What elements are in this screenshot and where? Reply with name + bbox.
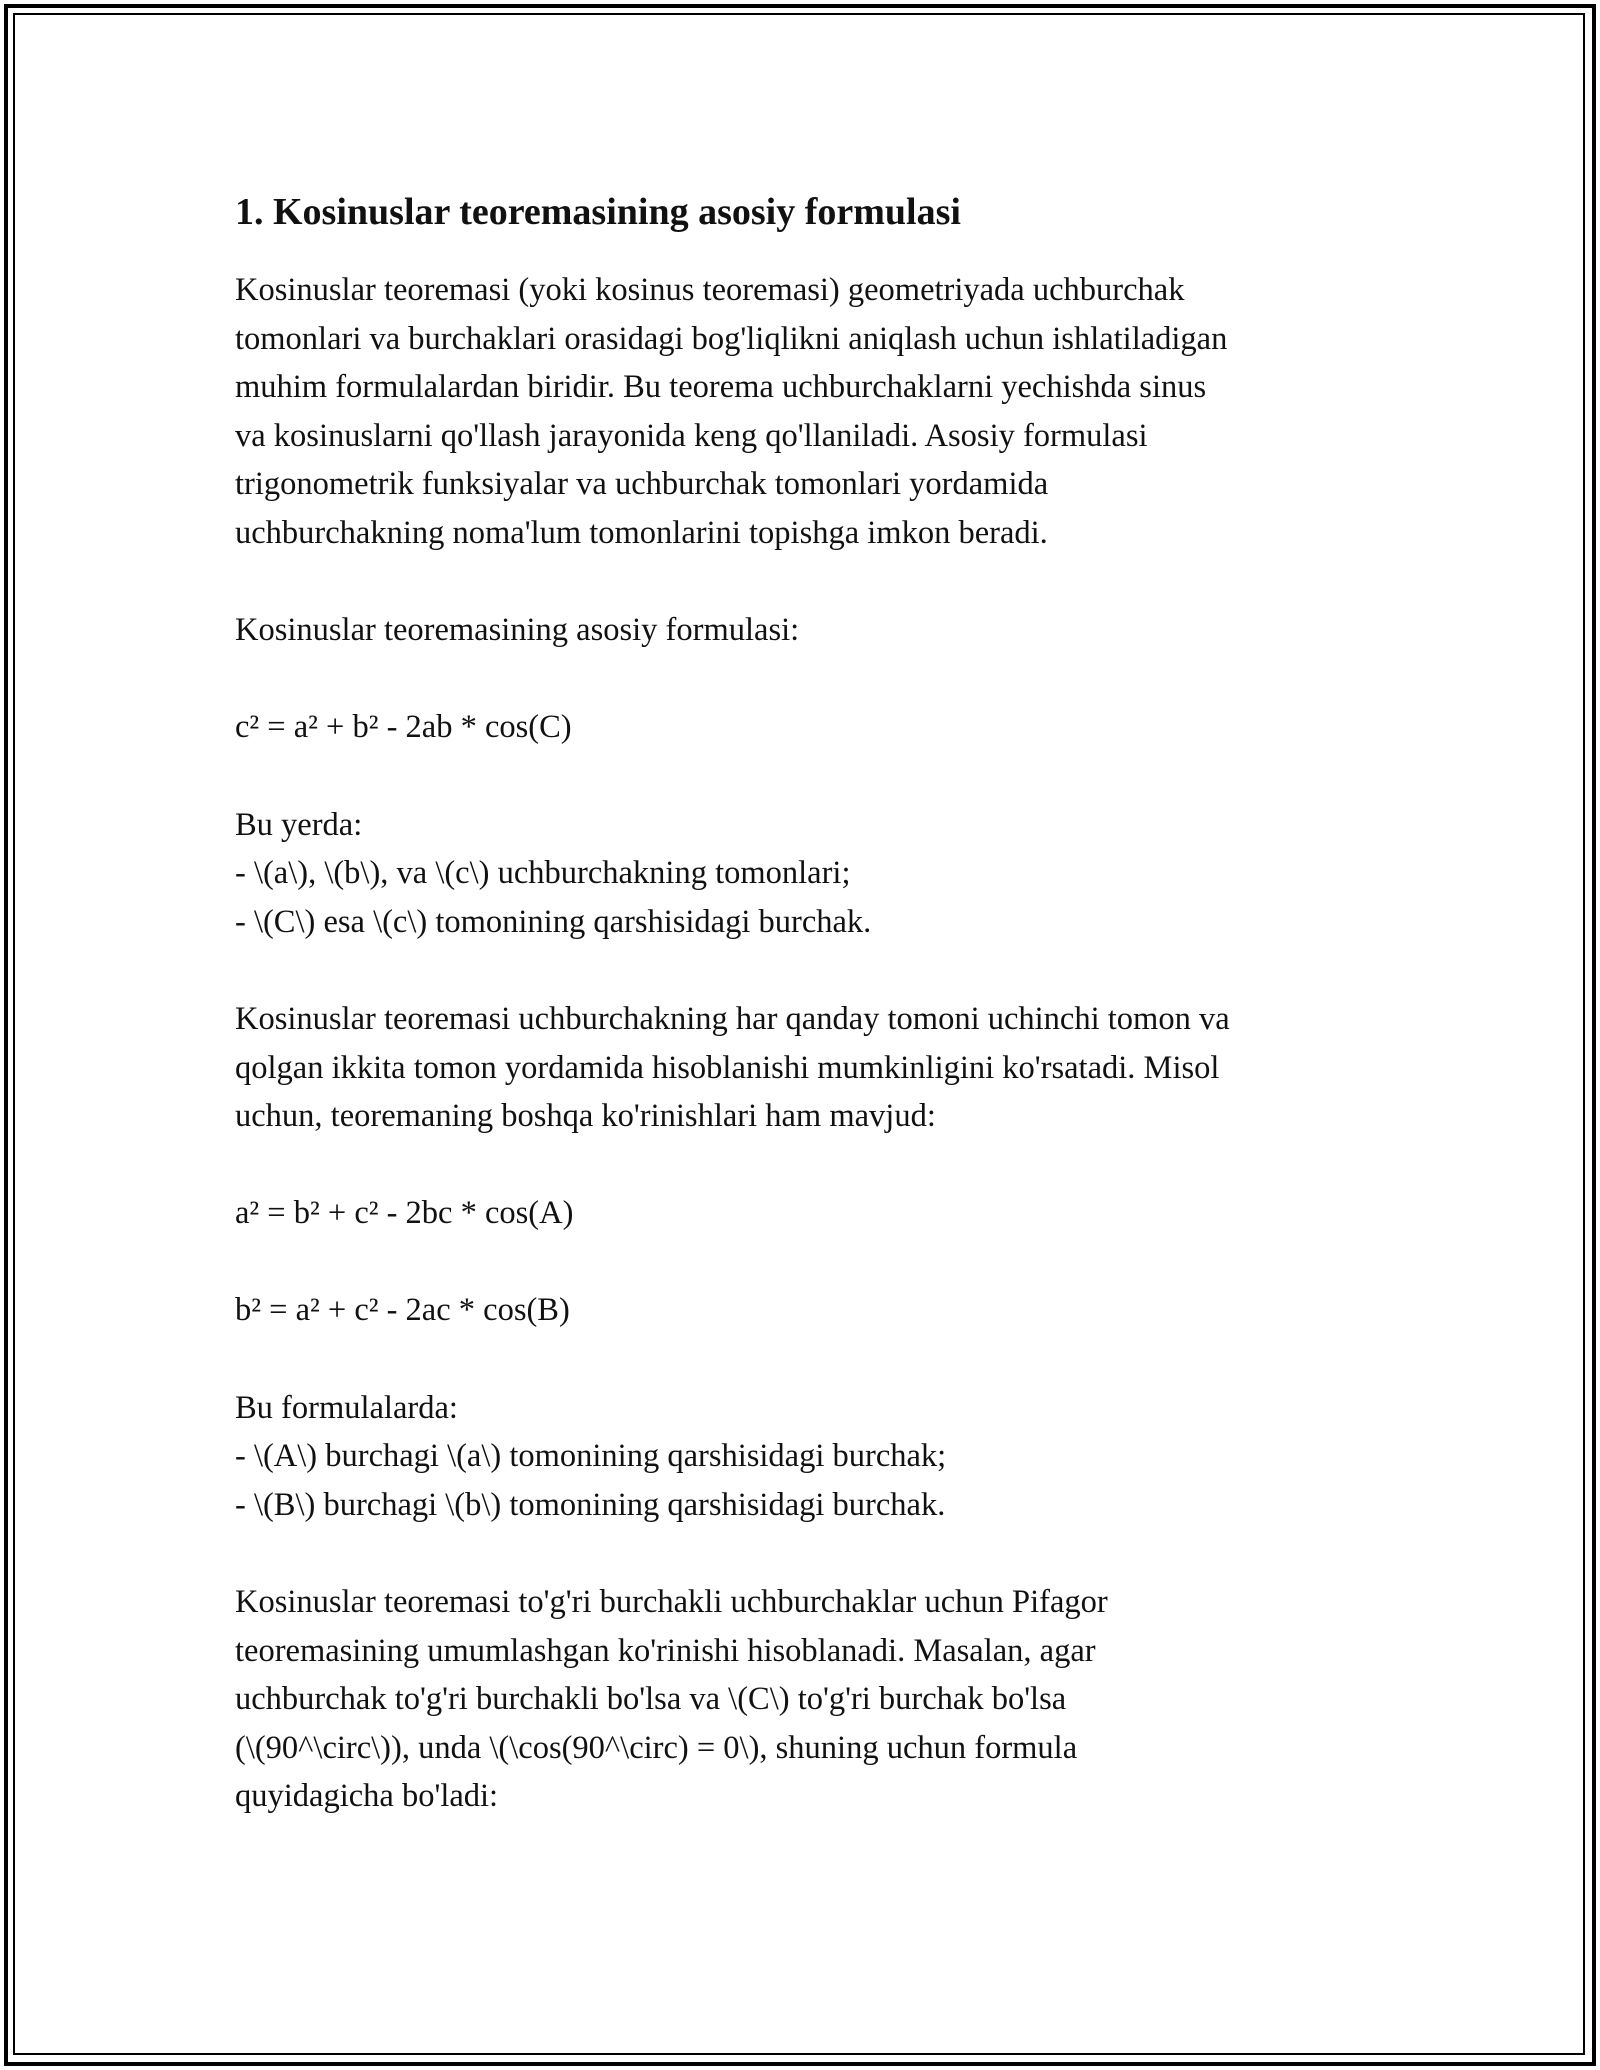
where-label: Bu yerda:	[235, 806, 363, 843]
formula-main: c² = a² + b² - 2ab * cos(C)	[235, 709, 572, 746]
formulas-label: Bu formulalarda:	[235, 1389, 458, 1426]
other-forms-paragraph: Kosinuslar teoremasi uchburchakning har qanday tomoni uchinchi tomon va qolgan ikkita tomon yordamida hisoblanishi mumkinligini ko'rsatadi. Misol uchun, teoremaning boshqa ko'rinishlari ham mavjud:	[235, 1000, 1230, 1135]
section-heading: 1. Kosinuslar teoremasining asosiy formulasi	[235, 191, 961, 233]
formula-intro: Kosinuslar teoremasining asosiy formulasi:	[235, 612, 800, 649]
formula-a: a² = b² + c² - 2bc * cos(A)	[235, 1195, 574, 1232]
where-item-angle: - \(C\) esa \(c\) tomonining qarshisidagi burchak.	[235, 903, 872, 940]
document-body	[235, 188, 1385, 1821]
formula-b: b² = a² + c² - 2ac * cos(B)	[235, 1292, 570, 1329]
intro-paragraph: Kosinuslar teoremasi (yoki kosinus teoremasi) geometriyada uchburchak tomonlari va burchaklari orasidagi bog'liqlikni aniqlash uchun ishlatiladigan muhim formulalardan biridir. Bu teorema uchburchaklarni yechishda sinus va kosinuslarni qo'llash jarayonida keng qo'llaniladi. Asosiy formulasi trigonometrik funksiyalar va uchburchak tomonlari yordamida uchburchakning noma'lum tomonlarini topishga imkon beradi.	[235, 272, 1228, 551]
where-item-sides: - \(a\), \(b\), va \(c\) uchburchakning tomonlari;	[235, 855, 851, 892]
formulas-item-b: - \(B\) burchagi \(b\) tomonining qarshisidagi burchak.	[235, 1486, 946, 1523]
formulas-item-a: - \(A\) burchagi \(a\) tomonining qarshisidagi burchak;	[235, 1438, 947, 1475]
pythagoras-paragraph: Kosinuslar teoremasi to'g'ri burchakli uchburchaklar uchun Pifagor teoremasining umumlashgan ko'rinishi hisoblanadi. Masalan, agar uchburchak to'g'ri burchakli bo'lsa va \(C\) to'g'ri burchak bo'lsa (\(90^\circ\)), unda \(\cos(90^\circ) = 0\), shuning uchun formula quyidagicha bo'ladi:	[235, 1584, 1108, 1815]
